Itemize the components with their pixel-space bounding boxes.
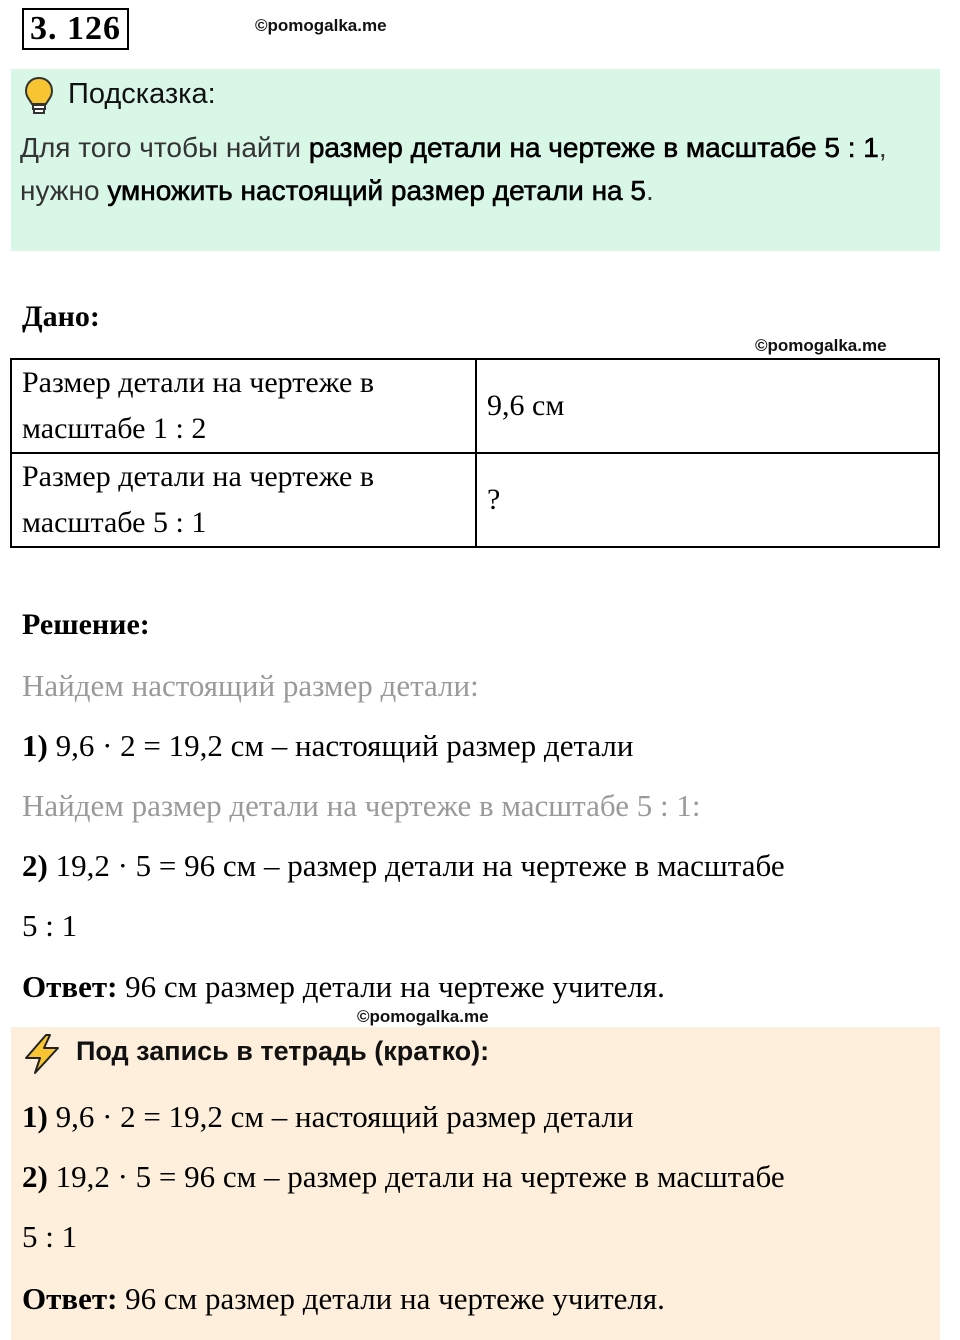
answer-label: Ответ: xyxy=(22,969,118,1004)
step-number: 1) xyxy=(22,728,48,763)
watermark: ©pomogalka.me xyxy=(755,336,887,355)
watermark: ©pomogalka.me xyxy=(357,1007,489,1026)
solution-step xyxy=(22,848,785,884)
watermark: ©pomogalka.me xyxy=(255,16,387,35)
solution-step xyxy=(22,728,633,764)
notes-step xyxy=(22,1099,633,1135)
hint-text-part: , нужно xyxy=(20,132,887,206)
step-continuation: 5 : 1 xyxy=(22,1219,78,1254)
lightning-icon xyxy=(22,1033,62,1075)
step-number: 1) xyxy=(22,1099,48,1134)
answer xyxy=(22,969,665,1005)
step-text: 19,2 · 5 = 96 см – размер детали на чертеже в масштабе xyxy=(47,848,785,883)
step-continuation: 5 : 1 xyxy=(22,908,78,943)
table-row xyxy=(11,453,939,547)
answer-label: Ответ: xyxy=(22,1281,118,1316)
answer-text: 96 см размер детали на чертеже учителя. xyxy=(117,1281,665,1316)
given-value: 9,6 см xyxy=(476,359,939,453)
hint-text xyxy=(20,126,932,212)
table-row xyxy=(11,359,939,453)
given-title: Дано: xyxy=(22,300,100,333)
hint-text-part: Для того чтобы найти xyxy=(20,132,309,163)
hint-bold-part: размер детали на чертеже в масштабе 5 : 1 xyxy=(308,132,879,163)
step-hint: Найдем настоящий размер детали: xyxy=(22,668,479,703)
step-text: 9,6 · 2 = 19,2 см – настоящий размер детали xyxy=(47,1099,634,1134)
step-text: 9,6 · 2 = 19,2 см – настоящий размер детали xyxy=(47,728,634,763)
hint-title: Подсказка: xyxy=(68,78,216,110)
solution-title: Решение: xyxy=(22,608,150,641)
step-number: 2) xyxy=(22,848,48,883)
given-value: ? xyxy=(476,453,939,547)
task-number: 3. 126 xyxy=(22,8,129,50)
hint-bold-part: умножить настоящий размер детали на 5 xyxy=(107,175,646,206)
hint-text-part: . xyxy=(645,175,654,206)
given-label: Размер детали на чертеже в масштабе 1 : 2 xyxy=(11,359,476,453)
lightbulb-icon xyxy=(24,76,54,116)
given-label: Размер детали на чертеже в масштабе 5 : 1 xyxy=(11,453,476,547)
answer xyxy=(22,1281,665,1317)
step-number: 2) xyxy=(22,1159,48,1194)
notes-step xyxy=(22,1159,785,1195)
step-text: 19,2 · 5 = 96 см – размер детали на чертеже в масштабе xyxy=(47,1159,785,1194)
notes-title: Под запись в тетрадь (кратко): xyxy=(76,1036,490,1066)
step-hint: Найдем размер детали на чертеже в масштабе 5 : 1: xyxy=(22,788,701,823)
answer-text: 96 см размер детали на чертеже учителя. xyxy=(117,969,665,1004)
given-table xyxy=(10,358,940,548)
